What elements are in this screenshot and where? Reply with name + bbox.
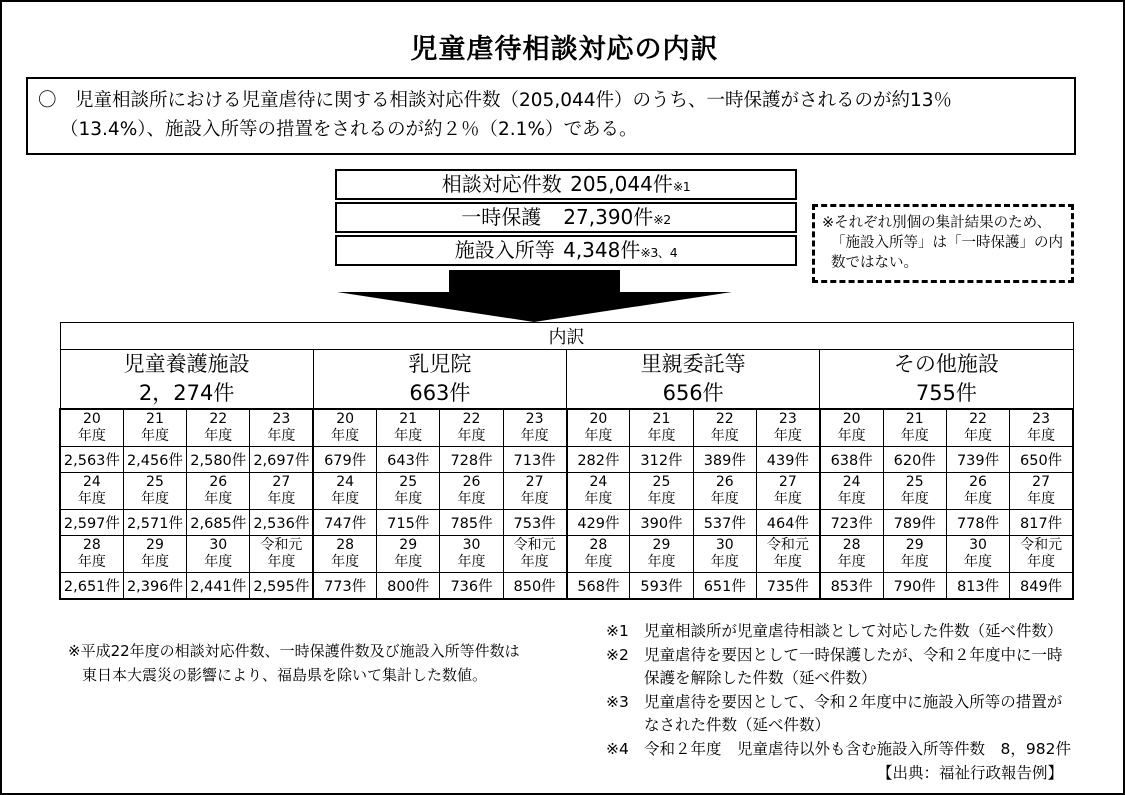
year-suffix: 年度 [394, 428, 423, 444]
year-suffix: 年度 [1027, 491, 1056, 507]
value-cell-g2-b2-c3: 785件 [440, 510, 503, 536]
year-suffix: 年度 [457, 428, 486, 444]
year-label-g3-b3-c3 [693, 536, 756, 573]
breakdown-header-cell: 内訳 [60, 323, 1073, 350]
group-header-cell-4 [820, 350, 1073, 410]
value-cell-g4-b1-c4: 650件 [1010, 447, 1073, 473]
year-number: 20 [589, 411, 608, 427]
year-number: 21 [399, 411, 418, 427]
year-suffix: 年度 [140, 554, 169, 570]
value-cell-g2-b3-c3: 736件 [440, 573, 503, 600]
table-row-years-3 [60, 536, 1073, 573]
footnote-mark-2: ※2 [606, 645, 629, 664]
year-number: 令和元 [260, 537, 303, 553]
value-cell-g3-b3-c1: 568件 [567, 573, 630, 600]
footnote-3-line-2: なされた件数（延べ件数） [644, 716, 831, 734]
down-arrow-icon [337, 270, 732, 322]
year-suffix: 年度 [77, 491, 106, 507]
value-cell-g3-b3-c4: 735件 [756, 573, 819, 600]
footnote-2-line-2: 保護を解除した件数（延べ件数） [644, 669, 877, 687]
value-cell-g4-b3-c4: 849件 [1010, 573, 1073, 600]
year-label-g1-b2-c3 [187, 473, 250, 510]
value-cell-g3-b2-c4: 464件 [756, 510, 819, 536]
year-suffix: 年度 [520, 554, 549, 570]
value-cell-g3-b3-c3: 651件 [693, 573, 756, 600]
table-row-group-headers [60, 350, 1073, 410]
table-row-breakdown-header [60, 323, 1073, 350]
year-label-g2-b1-c4 [503, 409, 566, 447]
year-suffix: 年度 [331, 554, 360, 570]
year-number: 30 [715, 537, 734, 553]
year-suffix: 年度 [773, 491, 802, 507]
year-suffix: 年度 [394, 491, 423, 507]
table-row-values-1 [60, 447, 1073, 473]
year-number: 23 [272, 411, 291, 427]
note-left-line-1: ※平成22年度の相談対応件数、一時保護件数及び施設入所等件数は [68, 642, 520, 660]
value-cell-g2-b1-c4: 713件 [503, 447, 566, 473]
value-cell-g1-b2-c4: 2,536件 [250, 510, 313, 536]
year-number: 24 [589, 474, 608, 490]
group-header-cell-1 [60, 350, 313, 410]
year-number: 29 [146, 537, 164, 553]
source-citation: 【出典：福祉行政報告例】 [876, 764, 1063, 782]
value-cell-g2-b3-c4: 850件 [503, 573, 566, 600]
year-label-g2-b2-c4 [503, 473, 566, 510]
value-cell-g1-b1-c1: 2,563件 [60, 447, 123, 473]
summary-label-temporary-custody: 一時保護 [461, 205, 542, 229]
summary-value-temporary-custody: 27,390件 [563, 205, 654, 229]
year-suffix: 年度 [647, 491, 676, 507]
year-suffix: 年度 [394, 554, 423, 570]
year-number: 20 [336, 411, 355, 427]
year-suffix: 年度 [77, 554, 106, 570]
value-cell-g4-b1-c1: 638件 [820, 447, 883, 473]
year-label-g1-b1-c1 [60, 409, 123, 447]
year-suffix: 年度 [837, 428, 866, 444]
year-number: 21 [905, 411, 924, 427]
year-suffix: 年度 [964, 428, 993, 444]
note-left-line-2: 東日本大震災の影響により、福島県を除いて集計した数値。 [82, 666, 488, 684]
year-number: 30 [969, 537, 987, 553]
year-label-g3-b1-c2 [630, 409, 693, 447]
year-label-g1-b3-c4 [250, 536, 313, 573]
table-row-values-3 [60, 573, 1073, 600]
year-label-g3-b1-c4 [756, 409, 819, 447]
year-suffix: 年度 [584, 491, 613, 507]
year-suffix: 年度 [140, 491, 169, 507]
year-number: 25 [652, 474, 671, 490]
summary-box-consultations [335, 169, 797, 200]
year-suffix: 年度 [584, 428, 613, 444]
year-label-g3-b3-c4 [756, 536, 819, 573]
year-number: 22 [715, 411, 734, 427]
year-suffix: 年度 [331, 428, 360, 444]
year-label-g1-b3-c3 [187, 536, 250, 573]
footnote-1-line-1 [606, 620, 1071, 644]
year-label-g4-b2-c1 [820, 473, 883, 510]
table-row-values-2 [60, 510, 1073, 536]
year-suffix: 年度 [773, 554, 802, 570]
group-count-2: 663件 [409, 381, 471, 405]
year-label-g3-b3-c1 [567, 536, 630, 573]
value-cell-g3-b1-c4: 439件 [756, 447, 819, 473]
year-label-g2-b3-c2 [377, 536, 440, 573]
year-label-g3-b2-c4 [756, 473, 819, 510]
year-suffix: 年度 [964, 554, 993, 570]
year-number: 29 [652, 537, 671, 553]
year-number: 28 [336, 537, 355, 553]
year-label-g4-b1-c2 [883, 409, 946, 447]
year-suffix: 年度 [520, 428, 549, 444]
value-cell-g4-b3-c2: 790件 [883, 573, 946, 600]
value-cell-g4-b2-c3: 778件 [946, 510, 1009, 536]
year-suffix: 年度 [710, 491, 739, 507]
year-suffix: 年度 [647, 428, 676, 444]
year-suffix: 年度 [647, 554, 676, 570]
value-cell-g2-b3-c2: 800件 [377, 573, 440, 600]
footnote-text-4: 令和２年度 児童虐待以外も含む施設入所等件数 8，982件 [644, 739, 1071, 758]
year-number: 26 [209, 474, 228, 490]
value-cell-g2-b1-c2: 643件 [377, 447, 440, 473]
year-suffix: 年度 [204, 554, 233, 570]
year-label-g4-b2-c4 [1010, 473, 1073, 510]
year-label-g1-b3-c1 [60, 536, 123, 573]
year-label-g3-b2-c1 [567, 473, 630, 510]
summary-box-temporary-custody [335, 202, 797, 233]
year-label-g2-b3-c3 [440, 536, 503, 573]
year-label-g1-b1-c2 [123, 409, 186, 447]
group-count-3: 656件 [662, 381, 724, 405]
year-label-g1-b2-c4 [250, 473, 313, 510]
year-suffix: 年度 [1027, 428, 1056, 444]
year-number: 22 [209, 411, 228, 427]
year-label-g2-b3-c1 [313, 536, 376, 573]
year-suffix: 年度 [837, 491, 866, 507]
table-row-years-1 [60, 409, 1073, 447]
year-number: 27 [272, 474, 291, 490]
year-suffix: 年度 [77, 428, 106, 444]
year-label-g4-b3-c1 [820, 536, 883, 573]
year-suffix: 年度 [900, 491, 929, 507]
value-cell-g1-b1-c3: 2,580件 [187, 447, 250, 473]
breakdown-table [59, 322, 1074, 600]
year-number: 27 [1032, 474, 1050, 490]
year-label-g1-b2-c2 [123, 473, 186, 510]
year-suffix: 年度 [837, 554, 866, 570]
year-number: 20 [82, 411, 101, 427]
value-cell-g1-b1-c2: 2,456件 [123, 447, 186, 473]
dashed-note-line-1: ※それぞれ別個の集計結果のため、 [822, 215, 1052, 231]
year-suffix: 年度 [520, 491, 549, 507]
value-cell-g1-b3-c2: 2,396件 [123, 573, 186, 600]
value-cell-g4-b3-c1: 853件 [820, 573, 883, 600]
summary-note-facility-admission: ※3、4 [640, 245, 678, 260]
group-header-cell-2 [313, 350, 566, 410]
year-suffix: 年度 [457, 554, 486, 570]
year-label-g4-b3-c3 [946, 536, 1009, 573]
dashed-note-line-2: 「施設入所等」は「一時保護」の内 [831, 235, 1063, 251]
group-name-3: 里親委託等 [640, 352, 746, 376]
year-number: 26 [715, 474, 734, 490]
year-label-g4-b3-c4 [1010, 536, 1073, 573]
year-suffix: 年度 [1027, 554, 1056, 570]
group-header-cell-3 [567, 350, 820, 410]
year-label-g3-b3-c2 [630, 536, 693, 573]
value-cell-g1-b1-c4: 2,697件 [250, 447, 313, 473]
year-number: 26 [969, 474, 987, 490]
year-number: 24 [842, 474, 861, 490]
value-cell-g3-b2-c2: 390件 [630, 510, 693, 536]
year-number: 21 [652, 411, 671, 427]
footnotes [606, 620, 1071, 786]
year-label-g4-b2-c2 [883, 473, 946, 510]
year-label-g1-b1-c3 [187, 409, 250, 447]
group-name-4: その他施設 [893, 352, 999, 376]
year-number: 令和元 [513, 537, 556, 553]
year-label-g1-b2-c1 [60, 473, 123, 510]
value-cell-g1-b2-c1: 2,597件 [60, 510, 123, 536]
value-cell-g3-b1-c3: 389件 [693, 447, 756, 473]
value-cell-g2-b2-c2: 715件 [377, 510, 440, 536]
summary-note-consultations: ※1 [672, 179, 691, 194]
year-label-g2-b3-c4 [503, 536, 566, 573]
year-number: 24 [336, 474, 355, 490]
footnote-4-line-1 [606, 738, 1071, 762]
value-cell-g2-b2-c1: 747件 [313, 510, 376, 536]
year-suffix: 年度 [140, 428, 169, 444]
year-label-g1-b3-c2 [123, 536, 186, 573]
value-cell-g4-b2-c2: 789件 [883, 510, 946, 536]
intro-line-2: （13.4%）、施設入所等の措置をされるのが約２％（2.1%）である。 [60, 119, 638, 140]
intro-line-1: 〇 児童相談所における児童虐待に関する相談対応件数（205,044件）のうち、一時保護がされるのが約13％ [38, 90, 953, 111]
year-number: 22 [969, 411, 987, 427]
summary-value-facility-admission: 4,348件 [563, 238, 641, 262]
year-suffix: 年度 [267, 491, 296, 507]
summary-boxes [335, 169, 797, 268]
year-number: 令和元 [766, 537, 809, 553]
footnote-3-line-1 [606, 691, 1071, 715]
footnote-2-line-1 [606, 644, 1071, 668]
dashed-note-box [812, 204, 1074, 283]
year-suffix: 年度 [204, 491, 233, 507]
year-number: 25 [146, 474, 164, 490]
table-row-years-2 [60, 473, 1073, 510]
summary-value-consultations: 205,044件 [570, 172, 673, 196]
year-suffix: 年度 [267, 554, 296, 570]
summary-note-temporary-custody: ※2 [653, 212, 671, 227]
year-number: 令和元 [1020, 537, 1063, 553]
footnote-text-1: 児童相談所が児童虐待相談として対応した件数（延べ件数） [644, 622, 1063, 640]
value-cell-g3-b1-c2: 312件 [630, 447, 693, 473]
year-suffix: 年度 [710, 428, 739, 444]
value-cell-g4-b1-c2: 620件 [883, 447, 946, 473]
intro-box [26, 77, 1076, 155]
year-label-g4-b2-c3 [946, 473, 1009, 510]
year-number: 25 [905, 474, 924, 490]
year-suffix: 年度 [331, 491, 360, 507]
year-number: 20 [842, 411, 861, 427]
year-suffix: 年度 [267, 428, 296, 444]
footnote-text-3: 児童虐待を要因として、令和２年度中に施設入所等の措置が [644, 692, 1063, 711]
year-suffix: 年度 [900, 554, 929, 570]
value-cell-g1-b3-c1: 2,651件 [60, 573, 123, 600]
group-count-4: 755件 [915, 381, 977, 405]
year-number: 27 [525, 474, 544, 490]
group-count-1: 2，274件 [138, 381, 235, 405]
value-cell-g2-b3-c1: 773件 [313, 573, 376, 600]
footnote-mark-3: ※3 [606, 692, 629, 711]
value-cell-g3-b2-c3: 537件 [693, 510, 756, 536]
summary-box-facility-admission [335, 235, 797, 266]
year-number: 28 [82, 537, 101, 553]
year-number: 26 [462, 474, 481, 490]
year-label-g3-b2-c2 [630, 473, 693, 510]
year-number: 29 [905, 537, 924, 553]
year-label-g2-b1-c1 [313, 409, 376, 447]
value-cell-g1-b2-c2: 2,571件 [123, 510, 186, 536]
year-suffix: 年度 [584, 554, 613, 570]
value-cell-g4-b2-c4: 817件 [1010, 510, 1073, 536]
footnote-mark-4: ※4 [606, 739, 629, 758]
footnote-mark-1: ※1 [606, 622, 629, 640]
value-cell-g2-b1-c3: 728件 [440, 447, 503, 473]
year-number: 30 [462, 537, 481, 553]
dashed-note-line-3: 数ではない。 [831, 255, 918, 271]
value-cell-g2-b2-c4: 753件 [503, 510, 566, 536]
year-label-g3-b1-c1 [567, 409, 630, 447]
value-cell-g4-b3-c3: 813件 [946, 573, 1009, 600]
value-cell-g1-b2-c3: 2,685件 [187, 510, 250, 536]
year-number: 25 [399, 474, 418, 490]
year-number: 30 [209, 537, 228, 553]
summary-label-facility-admission: 施設入所等 [454, 238, 555, 262]
year-label-g4-b1-c3 [946, 409, 1009, 447]
year-suffix: 年度 [773, 428, 802, 444]
year-suffix: 年度 [457, 491, 486, 507]
year-label-g3-b2-c3 [693, 473, 756, 510]
year-number: 27 [778, 474, 797, 490]
value-cell-g4-b2-c1: 723件 [820, 510, 883, 536]
note-left [68, 639, 520, 687]
value-cell-g3-b2-c1: 429件 [567, 510, 630, 536]
year-number: 23 [778, 411, 797, 427]
year-number: 21 [146, 411, 164, 427]
year-suffix: 年度 [710, 554, 739, 570]
group-name-2: 乳児院 [408, 352, 472, 376]
value-cell-g3-b1-c1: 282件 [567, 447, 630, 473]
year-number: 28 [589, 537, 608, 553]
year-label-g4-b1-c1 [820, 409, 883, 447]
group-name-1: 児童養護施設 [123, 352, 250, 376]
year-number: 22 [462, 411, 481, 427]
year-label-g2-b2-c2 [377, 473, 440, 510]
year-suffix: 年度 [900, 428, 929, 444]
year-suffix: 年度 [204, 428, 233, 444]
year-label-g2-b1-c2 [377, 409, 440, 447]
footnote-text-2: 児童虐待を要因として一時保護したが、令和２年度中に一時 [644, 645, 1063, 664]
value-cell-g2-b1-c1: 679件 [313, 447, 376, 473]
year-label-g1-b1-c4 [250, 409, 313, 447]
year-label-g3-b1-c3 [693, 409, 756, 447]
year-number: 23 [525, 411, 544, 427]
summary-label-consultations: 相談対応件数 [441, 172, 562, 196]
year-suffix: 年度 [964, 491, 993, 507]
year-number: 24 [82, 474, 101, 490]
year-label-g2-b2-c3 [440, 473, 503, 510]
year-label-g2-b1-c3 [440, 409, 503, 447]
page-title: 児童虐待相談対応の内訳 [410, 34, 719, 65]
value-cell-g1-b3-c3: 2,441件 [187, 573, 250, 600]
year-number: 29 [399, 537, 418, 553]
year-number: 23 [1032, 411, 1050, 427]
value-cell-g4-b1-c3: 739件 [946, 447, 1009, 473]
year-label-g4-b3-c2 [883, 536, 946, 573]
year-label-g4-b1-c4 [1010, 409, 1073, 447]
value-cell-g3-b3-c2: 593件 [630, 573, 693, 600]
value-cell-g1-b3-c4: 2,595件 [250, 573, 313, 600]
breakdown-table-wrapper [59, 322, 1074, 600]
year-label-g2-b2-c1 [313, 473, 376, 510]
year-number: 28 [842, 537, 861, 553]
